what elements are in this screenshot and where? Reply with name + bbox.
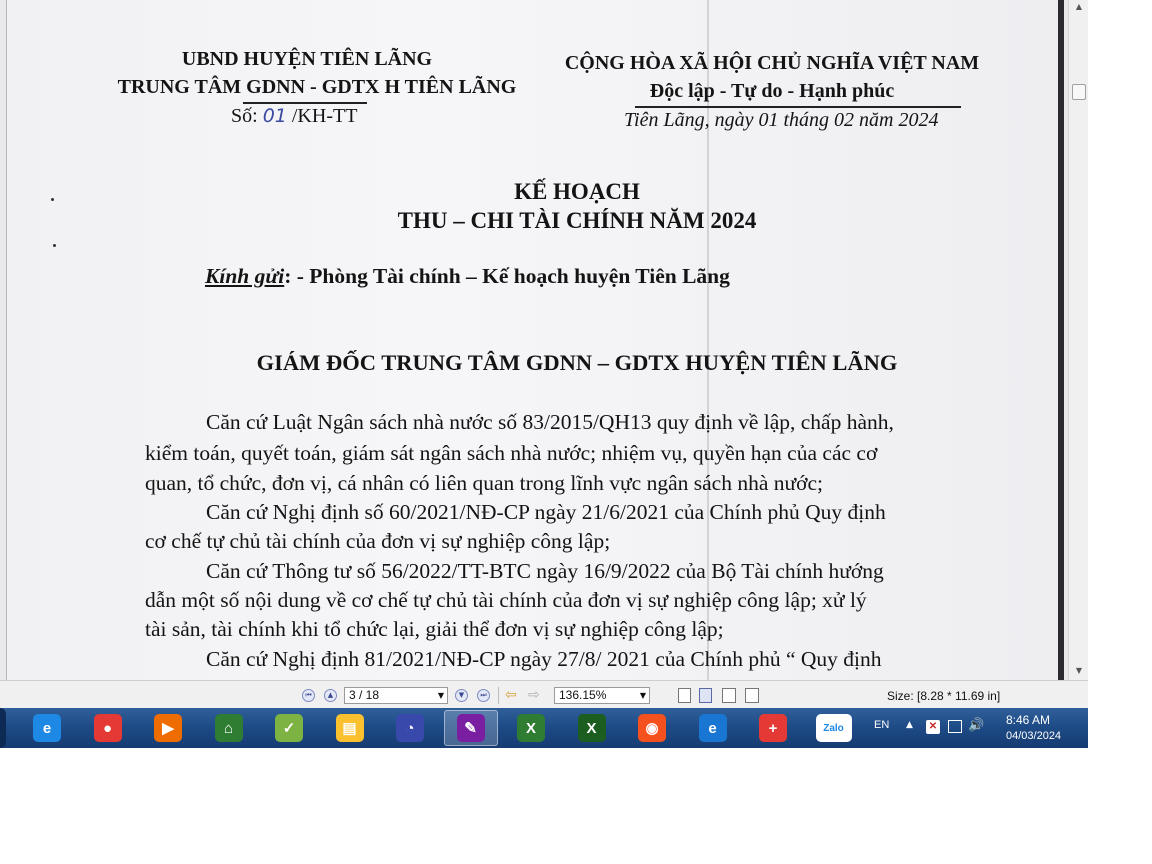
coccoc-browser-icon: ◔: [396, 714, 424, 742]
vertical-scrollbar[interactable]: [1068, 0, 1088, 680]
scrollbar-thumb[interactable]: [1072, 84, 1086, 100]
last-page-icon[interactable]: ⏭: [477, 689, 490, 702]
taskbar-button[interactable]: [686, 710, 740, 746]
scroll-up-arrow-icon[interactable]: ▲: [1075, 2, 1083, 11]
body-line: dẫn một số nội dung về cơ chế tự chủ tài chính của đơn vị sự nghiệp công lập; xử lý: [145, 588, 867, 612]
authority-heading: GIÁM ĐỐC TRUNG TÂM GDNN – GDTX HUYỆN TIÊN LÃNG: [256, 350, 898, 375]
taskbar-button[interactable]: [262, 710, 316, 746]
body-line: quan, tổ chức, đơn vị, cá nhân có liên quan trong lĩnh vực ngân sách nhà nước;: [145, 471, 824, 495]
continuous-view-icon[interactable]: [699, 688, 712, 703]
first-page-icon[interactable]: ⏮: [302, 689, 315, 702]
body-line: Căn cứ Nghị định số 60/2021/NĐ-CP ngày 21/6/2021 của Chính phủ Quy định: [206, 500, 886, 524]
body-line: Căn cứ Nghị định 81/2021/NĐ-CP ngày 27/8/ 2021 của Chính phủ “ Quy định: [206, 647, 882, 671]
zoom-dropdown-icon[interactable]: ▼: [639, 691, 646, 700]
recipient-label: Kính gửi: [205, 264, 285, 288]
facing-view-icon[interactable]: [722, 688, 736, 703]
page-size-text: Size: [8.28 * 11.69 in]: [887, 689, 1001, 703]
go-back-icon[interactable]: ⇦: [505, 687, 517, 703]
recipient-line: [205, 264, 730, 289]
scan-speck: [53, 244, 56, 247]
taskbar-button[interactable]: [383, 710, 437, 746]
app-green-icon: ✓: [275, 714, 303, 742]
motto-underline: [635, 106, 961, 108]
action-center-flag-icon[interactable]: ✕: [926, 720, 940, 734]
toolbar-separator: [498, 687, 499, 704]
media-player-icon: ▶: [154, 714, 182, 742]
taskbar-button[interactable]: [20, 710, 74, 746]
taskbar-button[interactable]: [504, 710, 558, 746]
body-line: cơ chế tự chủ tài chính của đơn vị sự nghiệp công lập;: [145, 529, 611, 553]
taskbar-button[interactable]: [323, 710, 377, 746]
app-plus-icon: +: [759, 714, 787, 742]
org-line-2: TRUNG TÂM GDNN - GDTX H TIÊN LÃNG: [117, 76, 517, 98]
pdf-page: [6, 0, 1058, 680]
org-line-1: UBND HUYỆN TIÊN LÃNG: [181, 48, 433, 70]
body-line: Căn cứ Thông tư số 56/2022/TT-BTC ngày 16/9/2022 của Bộ Tài chính hướng: [206, 559, 884, 583]
zoom-value: 136.15%: [559, 688, 607, 702]
clock-date[interactable]: 04/03/2024: [1006, 730, 1062, 742]
go-forward-icon[interactable]: ⇨: [528, 687, 540, 703]
show-hidden-icons-icon[interactable]: ▲: [906, 720, 913, 730]
excel-file-icon: X: [517, 714, 545, 742]
body-line: tài sản, tài chính khi tổ chức lại, giải thể đơn vị sự nghiệp công lập;: [145, 617, 724, 641]
taskbar-button[interactable]: [807, 710, 861, 746]
windows-taskbar: [0, 708, 1088, 748]
language-indicator[interactable]: EN: [874, 719, 890, 731]
start-button-edge[interactable]: [0, 708, 6, 748]
taskbar-button[interactable]: [444, 710, 498, 746]
page-number-field[interactable]: [344, 687, 448, 704]
pdf-reader-icon: ✎: [457, 714, 485, 742]
page-dropdown-icon[interactable]: ▼: [437, 691, 444, 700]
body-line: kiểm toán, quyết toán, giám sát ngân sách nhà nước; nhiệm vụ, quyền hạn của các cơ: [145, 441, 878, 465]
doc-number-prefix: Số:: [231, 105, 258, 127]
next-page-icon[interactable]: ▼: [455, 689, 468, 702]
taskbar-button[interactable]: [565, 710, 619, 746]
previous-page-icon[interactable]: ▲: [324, 689, 337, 702]
page-border-shadow: [1058, 0, 1064, 680]
recipient-text: : - Phòng Tài chính – Kế hoạch huyện Tiên Lãng: [284, 264, 730, 288]
zoom-field[interactable]: [554, 687, 650, 704]
pdf-navigation-toolbar: [0, 680, 1088, 708]
body-line: Căn cứ Luật Ngân sách nhà nước số 83/2015/QH13 quy định về lập, chấp hành,: [206, 410, 894, 434]
clock-time[interactable]: 8:46 AM: [1006, 713, 1051, 727]
doc-number-handwritten: 01: [262, 105, 287, 127]
excel-icon: X: [578, 714, 606, 742]
taskbar-button[interactable]: [141, 710, 195, 746]
single-page-view-icon[interactable]: [678, 688, 691, 703]
system-tray: [868, 708, 1088, 748]
doc-title-1: KẾ HOẠCH: [514, 179, 640, 204]
taskbar-button[interactable]: [81, 710, 135, 746]
doc-number-suffix: /KH-TT: [291, 105, 358, 127]
edge-legacy-icon: e: [699, 714, 727, 742]
scroll-down-arrow-icon[interactable]: ▼: [1075, 666, 1083, 675]
doc-number: [231, 105, 357, 128]
file-explorer-icon: ▤: [336, 714, 364, 742]
scan-speck: [51, 198, 54, 201]
chrome-icon: ●: [94, 714, 122, 742]
taskbar-button[interactable]: [202, 710, 256, 746]
firefox-icon: ◉: [638, 714, 666, 742]
internet-explorer-icon: e: [33, 714, 61, 742]
zalo-icon: Zalo: [816, 714, 852, 742]
network-icon[interactable]: [948, 720, 962, 733]
app-house-icon: ⌂: [215, 714, 243, 742]
taskbar-button[interactable]: [746, 710, 800, 746]
org-underline: [243, 102, 367, 104]
continuous-facing-view-icon[interactable]: [745, 688, 759, 703]
doc-title-2: THU – CHI TÀI CHÍNH NĂM 2024: [397, 208, 757, 233]
volume-icon[interactable]: 🔊: [968, 718, 985, 733]
nation-title: CỘNG HÒA XÃ HỘI CHỦ NGHĨA VIỆT NAM: [564, 52, 980, 74]
motto: Độc lập - Tự do - Hạnh phúc: [649, 80, 895, 102]
place-date: Tiên Lãng, ngày 01 tháng 02 năm 2024: [624, 109, 939, 131]
taskbar-button[interactable]: [625, 710, 679, 746]
page-number-value: 3 / 18: [349, 688, 380, 702]
